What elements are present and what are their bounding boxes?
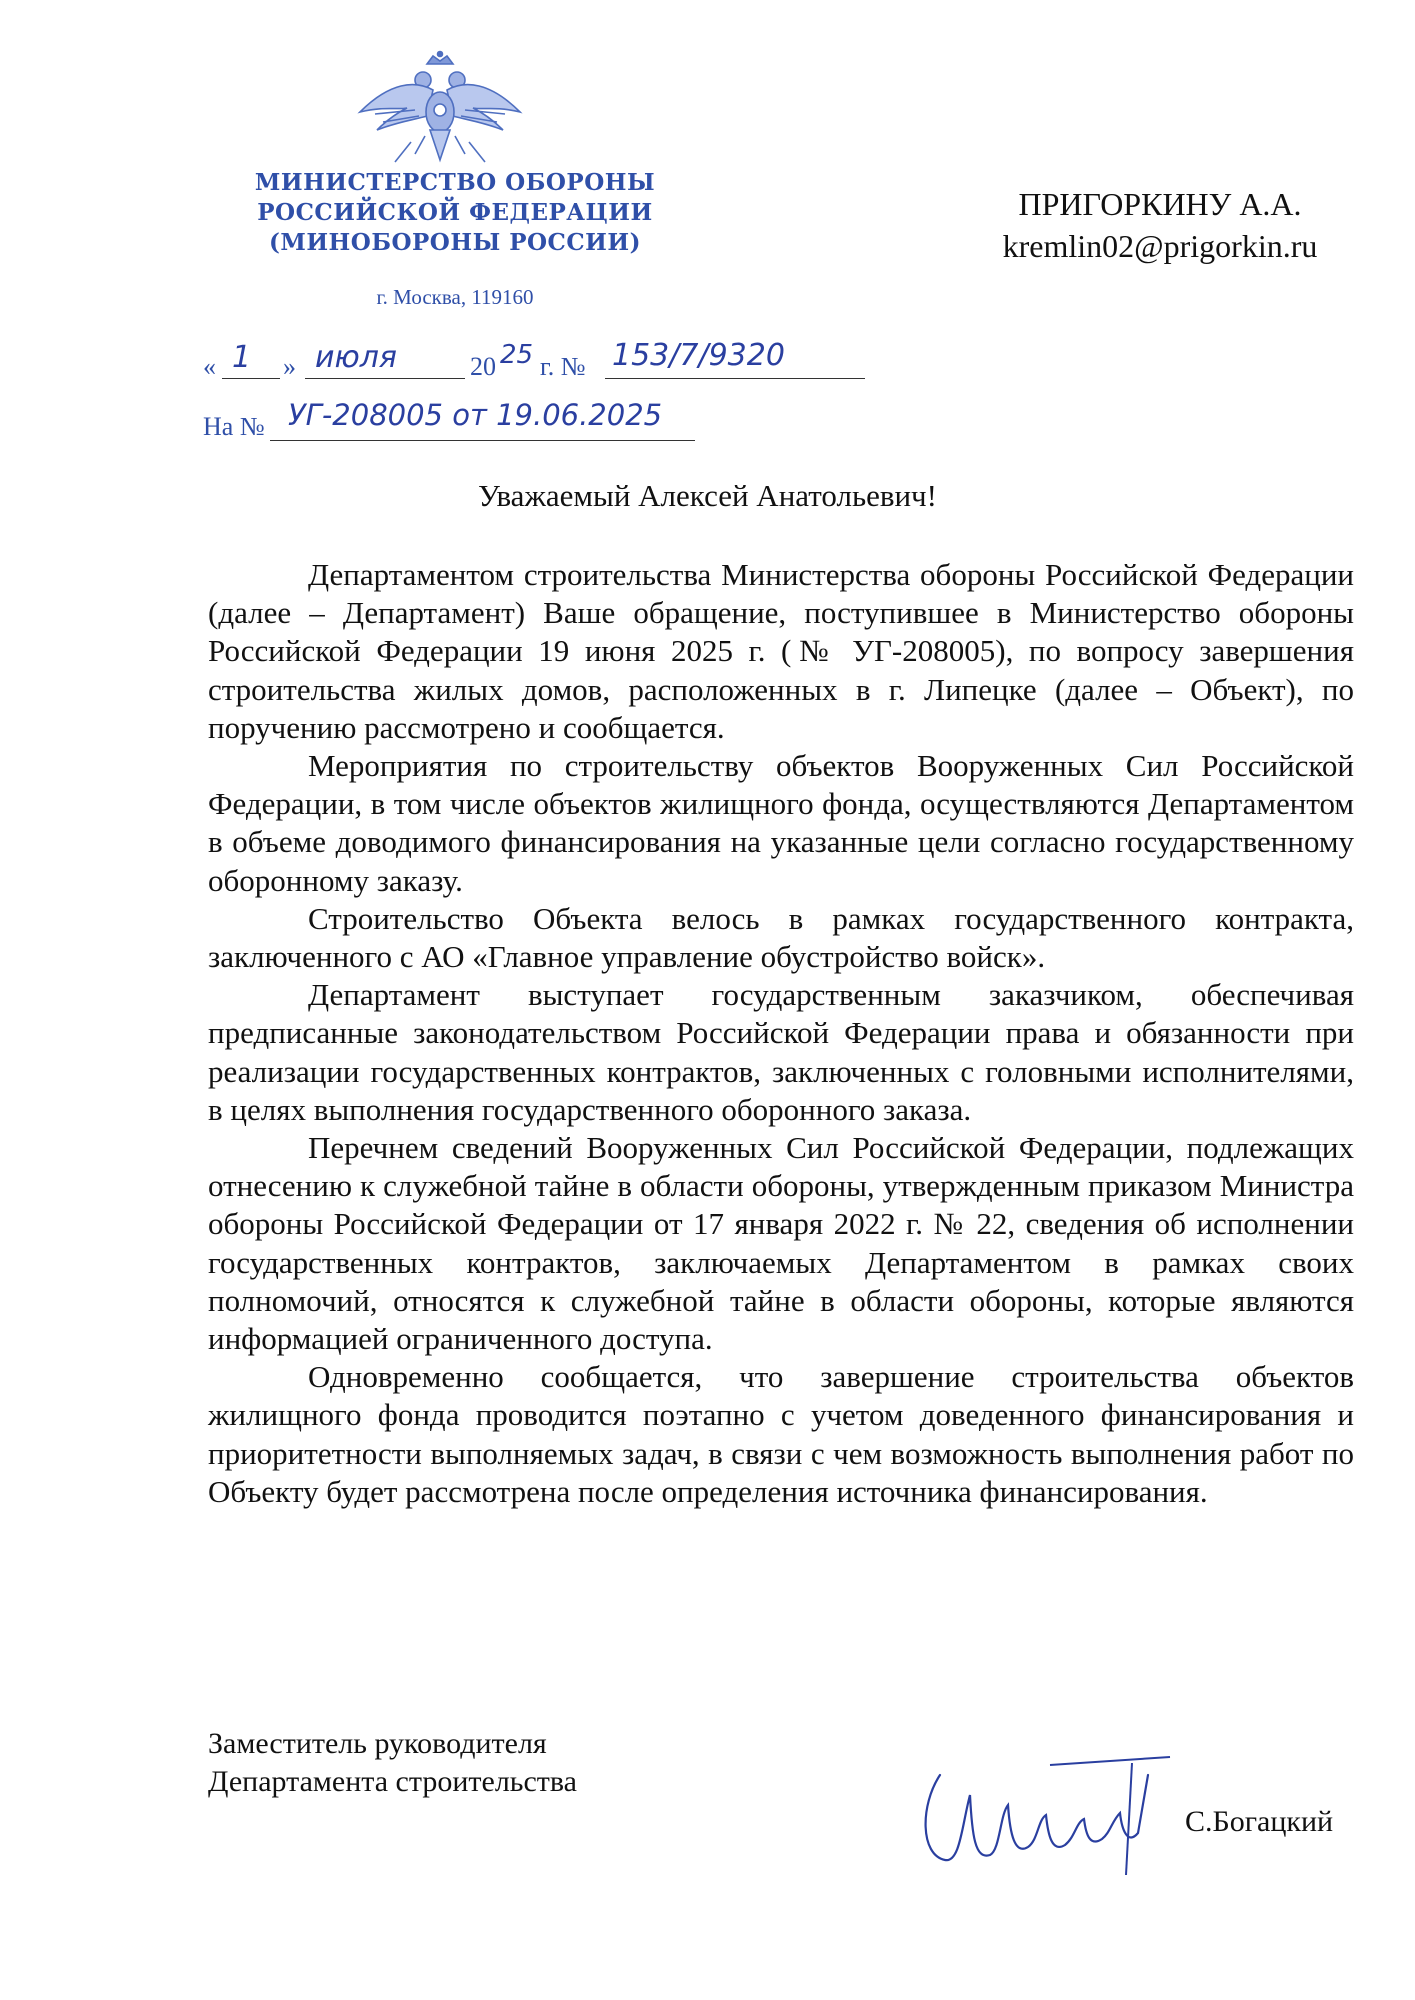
registration-number-underline	[605, 378, 865, 379]
date-quote-close: »	[283, 352, 296, 381]
registration-number-label: г. №	[540, 352, 586, 381]
signer-name: С.Богацкий	[1185, 1805, 1334, 1838]
body-paragraph: Департаментом строительства Министерства обороны Российской Федерации (далее – Департамент) Ваше обращение, поступившее в Министерство обороны Российской Федерации 19 июня 2025 г. (№ УГ-208005), по вопросу завершения строительства жилых домов, расположенных в г. Липецке (далее – Объект), по поручению рассмотрено и сообщается.	[208, 557, 1354, 745]
ministry-line-2: РОССИЙСКОЙ ФЕДЕРАЦИИ	[257, 199, 653, 226]
ministry-line-1: МИНИСТЕРСТВО ОБОРОНЫ	[254, 169, 656, 196]
date-month-underline	[305, 378, 465, 379]
body-paragraph: Мероприятия по строительству объектов Вооруженных Сил Российской Федерации, в том числе объектов жилищного фонда, осуществляются Департаментом в объеме доводимого финансирования на указанные цели согласно государственному оборонному заказу.	[208, 748, 1354, 898]
date-year-prefix: 20	[470, 352, 496, 381]
signer-position-line-1: Заместитель руководителя	[208, 1727, 547, 1760]
signer-position	[208, 1725, 577, 1801]
double-headed-eagle-emblem-icon	[355, 50, 525, 175]
date-year-suffix: 25	[500, 340, 534, 370]
body-paragraph: Перечнем сведений Вооруженных Сил Российской Федерации, подлежащих отнесению к служебной тайне в области обороны, утвержденным приказом Министра обороны Российской Федерации от 17 января 2022 г. № 22, сведения об исполнении государственных контрактов, заключаемых Департаментом в рамках своих полномочий, относятся к служебной тайне в области обороны, которые являются информацией ограниченного доступа.	[208, 1130, 1354, 1357]
letter-body	[208, 556, 1354, 1511]
reference-underline	[270, 440, 695, 441]
date-day-underline	[222, 378, 280, 379]
registration-number: 153/7/9320	[612, 338, 785, 373]
date-quote-open: «	[203, 352, 216, 381]
handwritten-signature	[900, 1735, 1180, 1885]
body-paragraph: Департамент выступает государственным заказчиком, обеспечивая предписанные законодательством Российской Федерации права и обязанности при реализации государственных контрактов, заключенных с головными исполнителями, в целях выполнения государственного оборонного заказа.	[208, 977, 1354, 1127]
ministry-line-3: (МИНОБОРОНЫ РОССИИ)	[268, 229, 642, 256]
body-paragraph: Одновременно сообщается, что завершение строительства объектов жилищного фонда проводится поэтапно с учетом доведенного финансирования и приоритетности выполняемых задач, в связи с чем возможность выполнения работ по Объекту будет рассмотрена после определения источника финансирования.	[208, 1359, 1354, 1509]
signer-position-line-2: Департамента строительства	[208, 1765, 577, 1798]
addressee-email: kremlin02@prigorkin.ru	[1002, 228, 1318, 264]
date-month: июля	[315, 340, 397, 375]
ministry-city: г. Москва, 119160	[376, 285, 534, 309]
addressee-block	[960, 183, 1360, 267]
body-paragraph: Строительство Объекта велось в рамках государственного контракта, заключенного с АО «Главное управление обустройство войск».	[208, 900, 1354, 975]
reference-value: УГ-208005 от 19.06.2025	[288, 398, 663, 432]
addressee-name: ПРИГОРКИНУ А.А.	[1018, 186, 1302, 222]
reference-label: На №	[203, 412, 265, 441]
date-day: 1	[232, 340, 252, 375]
ministry-header	[205, 168, 705, 258]
greeting: Уважаемый Алексей Анатольевич!	[478, 478, 937, 513]
